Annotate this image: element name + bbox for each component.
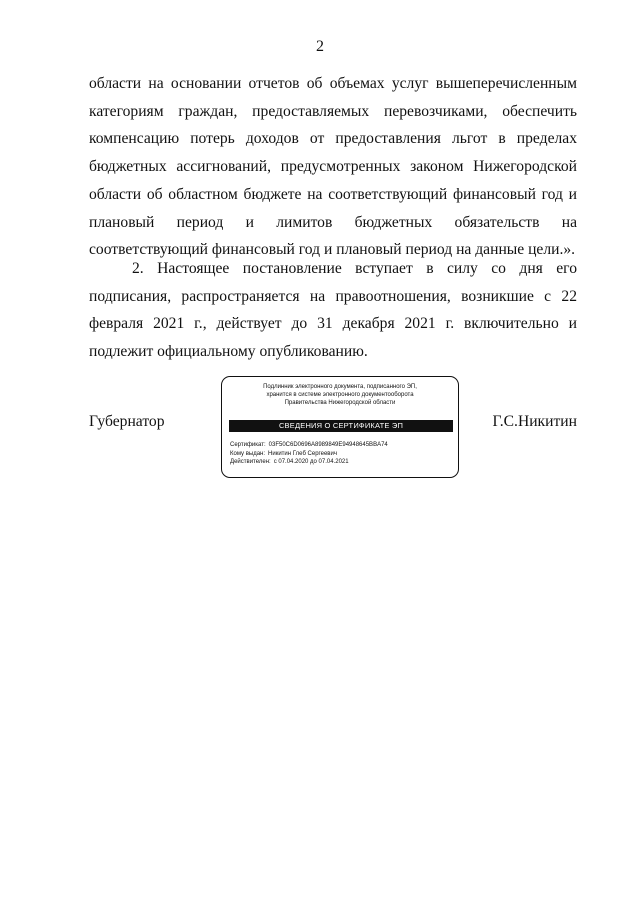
signatory-position: Губернатор — [89, 413, 165, 430]
stamp-details — [230, 441, 388, 467]
paragraph-effective-date: 2. Настоящее постановление вступает в силу со дня его подписания, распространяется на правоотношения, возникшие с 22 февраля 2021 г., действует до 31 декабря 2021 г. включительно и подлежит официальному опубликованию. — [89, 260, 577, 361]
page-number: 2 — [316, 38, 324, 55]
certificate-value: 03F50C6D0696A8989849E94948645BBA74 — [268, 442, 388, 448]
stamp-header-line: хранится в системе электронного документооборота — [266, 392, 414, 398]
certificate-label: Сертификат: — [230, 442, 266, 448]
valid-label: Действителен: — [230, 459, 271, 465]
stamp-header-line: Подлинник электронного документа, подписанного ЭП, — [263, 384, 417, 390]
valid-value: с 07.04.2020 до 07.04.2021 — [273, 459, 349, 465]
stamp-header-line: Правительства Нижегородской области — [284, 400, 396, 406]
issued-to-value: Никитин Глеб Сергеевич — [268, 450, 337, 457]
signatory-name: Г.С.Никитин — [492, 413, 577, 430]
stamp-header — [222, 383, 458, 407]
stamp-title: СВЕДЕНИЯ О СЕРТИФИКАТЕ ЭП — [229, 420, 453, 432]
issued-to-label: Кому выдан: — [230, 450, 266, 457]
electronic-signature-stamp — [221, 376, 459, 478]
paragraph-continuation: области на основании отчетов об объемах услуг вышеперечисленным категориям граждан, предоставляемых перевозчиками, обеспечить компенсацию потерь доходов от предоставления льгот в пределах бюджетных ассигнований, предусмотренных законом Нижегородской области об областном бюджете на соответствующий финансовый год и плановый период и лимитов бюджетных обязательств на соответствующий финансовый год и плановый период на данные цели.». — [89, 75, 577, 259]
stamp-valid-row — [230, 458, 388, 467]
stamp-issued-to-row — [230, 450, 388, 459]
stamp-certificate-row — [230, 441, 388, 450]
